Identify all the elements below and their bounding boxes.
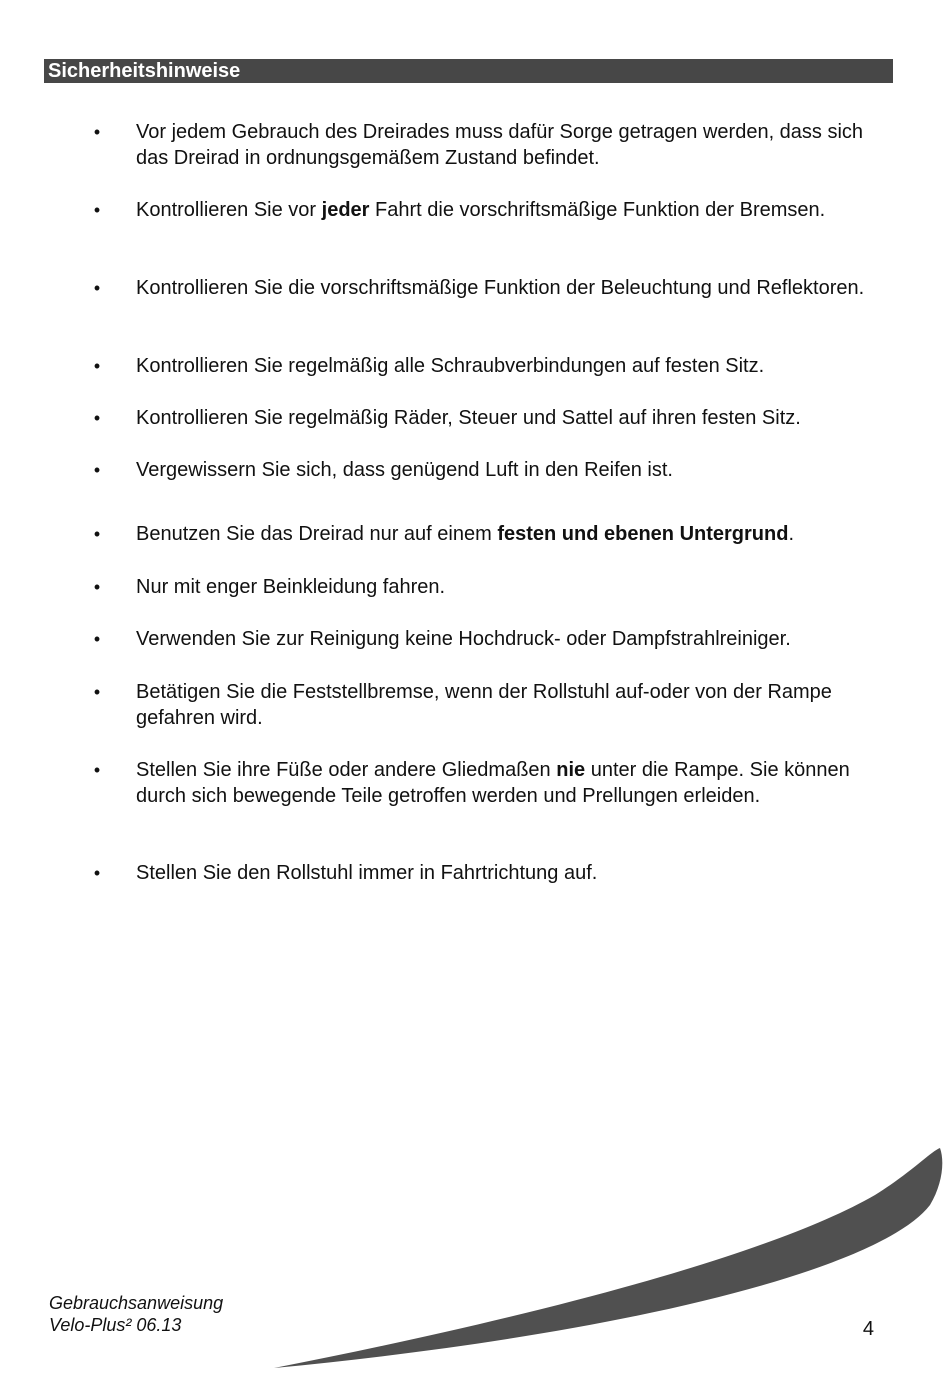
list-item-text: Betätigen Sie die Feststellbremse, wenn der Rollstuhl auf-oder von der Rampe gefahren wird. bbox=[136, 681, 832, 729]
list-item-text: Verwenden Sie zur Reinigung keine Hochdruck- oder Dampfstrahlreiniger. bbox=[136, 628, 791, 650]
footer-document-info bbox=[49, 1292, 223, 1336]
bullet-dot-icon: • bbox=[93, 863, 101, 883]
footer-manual-label: Gebrauchsanweisung bbox=[49, 1293, 224, 1313]
list-item-text: Kontrollieren Sie regelmäßig Räder, Steuer und Sattel auf ihren festen Sitz. bbox=[136, 407, 801, 429]
bullet-dot-icon: • bbox=[93, 524, 101, 544]
bullet-dot-icon: • bbox=[93, 460, 101, 480]
page-number: 4 bbox=[862, 1318, 874, 1340]
bullet-dot-icon: • bbox=[93, 122, 101, 142]
bullet-dot-icon: • bbox=[93, 760, 101, 780]
list-item-text: Stellen Sie den Rollstuhl immer in Fahrtrichtung auf. bbox=[136, 862, 598, 884]
bullet-dot-icon: • bbox=[93, 629, 101, 649]
list-item-text: Kontrollieren Sie vor jeder Fahrt die vorschriftsmäßige Funktion der Bremsen. bbox=[136, 199, 826, 221]
emphasis-text: nie bbox=[556, 759, 586, 781]
emphasis-text: festen und ebenen Untergrund bbox=[497, 523, 789, 545]
footer-product-version: Velo-Plus² 06.13 bbox=[49, 1315, 182, 1335]
bullet-dot-icon: • bbox=[93, 577, 101, 597]
swoosh-shape bbox=[274, 1148, 942, 1368]
bullet-dot-icon: • bbox=[93, 200, 101, 220]
emphasis-text: jeder bbox=[321, 199, 370, 221]
list-item-text: Vergewissern Sie sich, dass genügend Luft in den Reifen ist. bbox=[136, 459, 673, 481]
list-item-text: Nur mit enger Beinkleidung fahren. bbox=[136, 576, 446, 598]
list-item-text: Stellen Sie ihre Füße oder andere Gliedmaßen nie unter die Rampe. Sie können durch sich bewegende Teile getroffen werden und Prellungen erleiden. bbox=[136, 759, 850, 807]
list-item-text: Vor jedem Gebrauch des Dreirades muss dafür Sorge getragen werden, dass sich das Dreirad in ordnungsgemäßem Zustand befindet. bbox=[136, 121, 864, 169]
bullet-dot-icon: • bbox=[93, 356, 101, 376]
bullet-dot-icon: • bbox=[93, 682, 101, 702]
bullet-dot-icon: • bbox=[93, 408, 101, 428]
section-title: Sicherheitshinweise bbox=[48, 60, 241, 82]
list-item-text: Benutzen Sie das Dreirad nur auf einem festen und ebenen Untergrund. bbox=[136, 523, 795, 545]
list-item-text: Kontrollieren Sie die vorschriftsmäßige Funktion der Beleuchtung und Reflektoren. bbox=[136, 277, 865, 299]
list-item-text: Kontrollieren Sie regelmäßig alle Schraubverbindungen auf festen Sitz. bbox=[136, 355, 765, 377]
bullet-dot-icon: • bbox=[93, 278, 101, 298]
